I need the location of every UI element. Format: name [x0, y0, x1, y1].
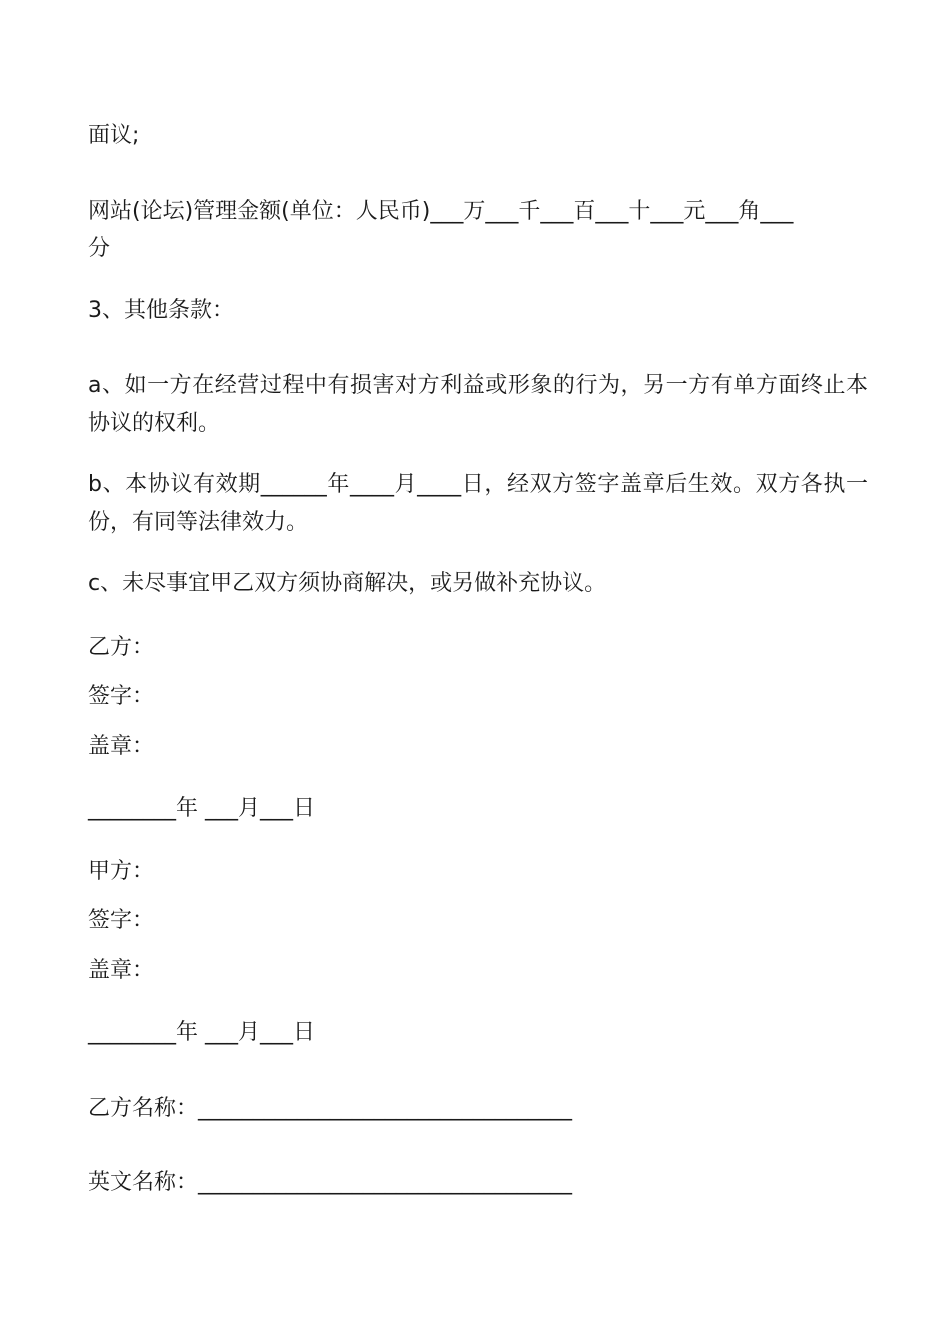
party-a-sign: 签字： [88, 908, 155, 933]
party-a-seal: 盖章： [88, 958, 155, 983]
party-b-sign: 签字： [88, 684, 155, 709]
party-a-date: ________年 ___月___日 [88, 1020, 315, 1045]
fee-line-1: 网站(论坛)管理金额(单位：人民币)___万___千___百___十___元___角___ [88, 199, 794, 224]
fee-line-2: 分 [88, 236, 111, 261]
clause-c: c、未尽事宜甲乙双方须协商解决，或另做补充协议。 [88, 571, 607, 596]
party-b-label: 乙方： [88, 635, 155, 660]
clause-3-heading: 3、其他条款： [88, 298, 234, 323]
meeting-text: 面议; [88, 123, 140, 148]
clause-b: b、本协议有效期______年____月____日，经双方签字盖章后生效。双方各执一份，有同等法律效力。 [88, 472, 868, 535]
clause-a: a、如一方在经营过程中有损害对方利益或形象的行为，另一方有单方面终止本协议的权利。 [88, 373, 868, 436]
party-a-label: 甲方： [88, 859, 155, 884]
party-b-date: ________年 ___月___日 [88, 796, 315, 821]
english-name: 英文名称：__________________________________ [88, 1170, 573, 1195]
party-b-name: 乙方名称：__________________________________ [88, 1096, 573, 1121]
party-b-seal: 盖章： [88, 734, 155, 759]
